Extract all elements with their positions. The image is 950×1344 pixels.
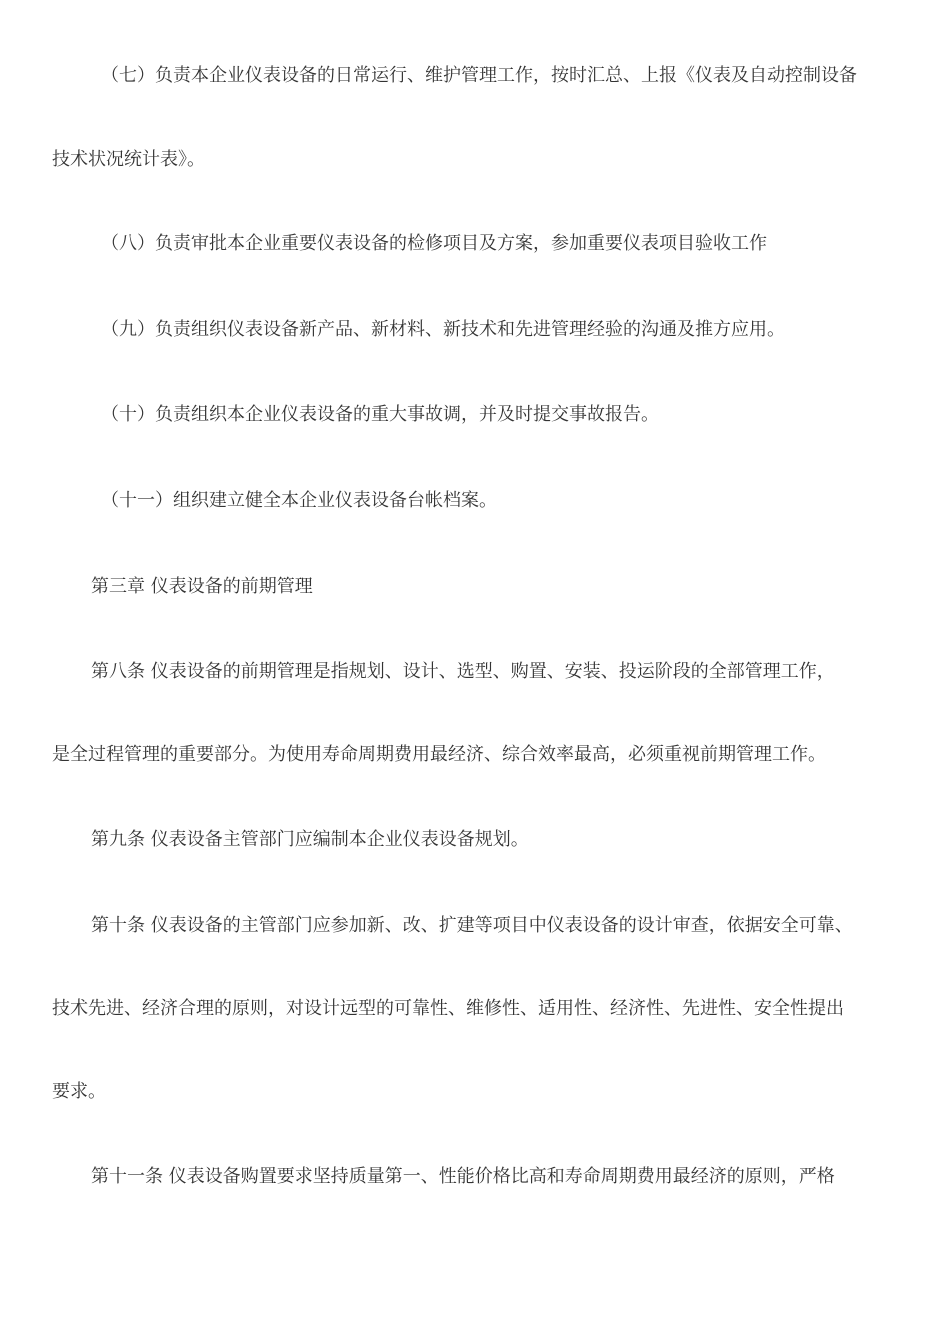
article-10-line-1: 第十条 仪表设备的主管部门应参加新、改、扩建等项目中仪表设备的设计审查，依据安全可靠、: [91, 915, 853, 936]
article-10-line-3: 要求。: [52, 1081, 106, 1102]
article-8-line-2: 是全过程管理的重要部分。为使用寿命周期费用最经济、综合效率最高，必须重视前期管理工作。: [52, 744, 826, 765]
paragraph-item-8: （八）负责审批本企业重要仪表设备的检修项目及方案，参加重要仪表项目验收工作: [101, 233, 767, 254]
paragraph-item-11: （十一）组织建立健全本企业仪表设备台帐档案。: [101, 490, 497, 511]
article-8-line-1: 第八条 仪表设备的前期管理是指规划、设计、选型、购置、安装、投运阶段的全部管理工作，: [91, 661, 835, 682]
paragraph-item-10: （十）负责组织本企业仪表设备的重大事故调，并及时提交事故报告。: [101, 404, 659, 425]
paragraph-item-9: （九）负责组织仪表设备新产品、新材料、新技术和先进管理经验的沟通及推方应用。: [101, 319, 785, 340]
article-11-line-1: 第十一条 仪表设备购置要求坚持质量第一、性能价格比高和寿命周期费用最经济的原则，严格: [91, 1166, 835, 1187]
article-10-line-2: 技术先进、经济合理的原则，对设计远型的可靠性、维修性、适用性、经济性、先进性、安全性提出: [52, 998, 844, 1019]
article-9: 第九条 仪表设备主管部门应编制本企业仪表设备规划。: [91, 829, 529, 850]
chapter-heading: 第三章 仪表设备的前期管理: [91, 576, 313, 597]
paragraph-item-7-line-2: 技术状况统计表》。: [52, 149, 205, 170]
paragraph-item-7-line-1: （七）负责本企业仪表设备的日常运行、维护管理工作，按时汇总、上报《仪表及自动控制设备: [101, 65, 857, 86]
